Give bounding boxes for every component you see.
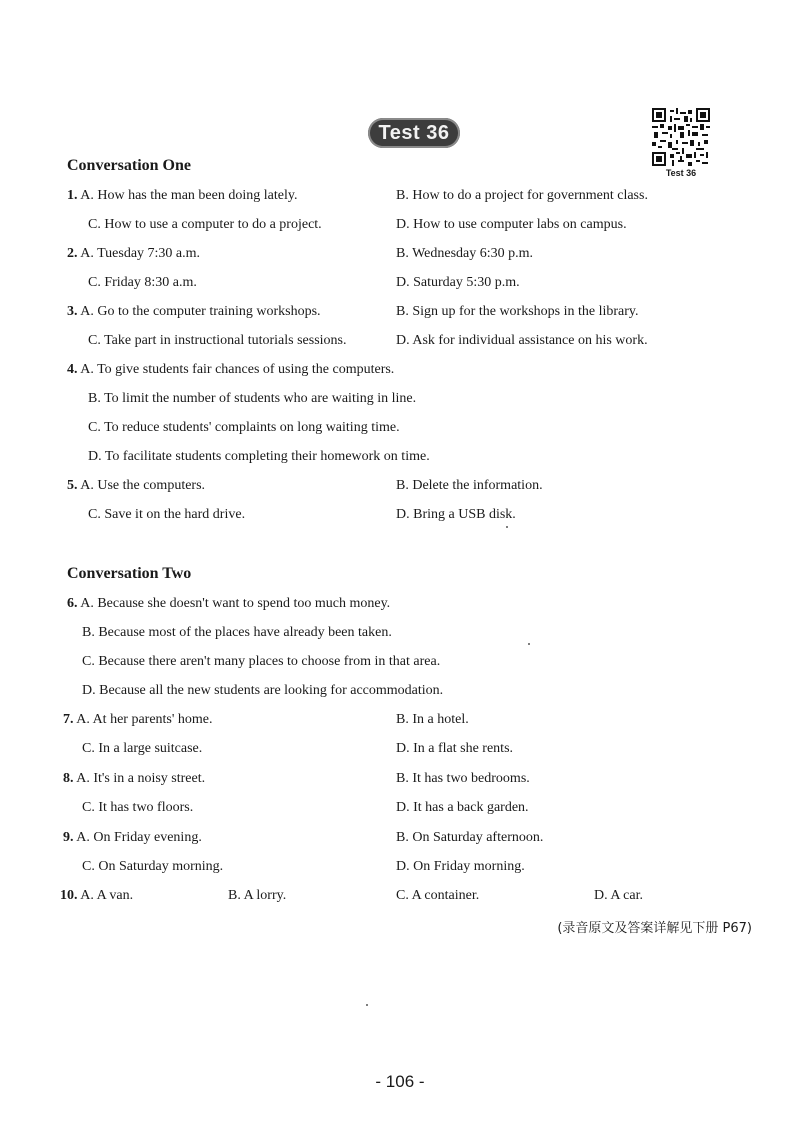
question-number: 5. — [67, 478, 78, 493]
option-c: C. Friday 8:30 a.m. — [88, 275, 197, 290]
section-title: Conversation Two — [67, 565, 192, 582]
option-c: C. Because there aren't many places to choose from in that area. — [82, 654, 441, 669]
option-d: D. A car. — [594, 888, 643, 903]
option-c: C. Save it on the hard drive. — [88, 507, 246, 522]
option-a: A. At her parents' home. — [76, 712, 213, 727]
option-c: C. How to use a computer to do a project. — [88, 217, 322, 232]
option-b: B. On Saturday afternoon. — [396, 830, 544, 845]
question-number: 8. — [63, 771, 74, 786]
option-b: B. To limit the number of students who are waiting in line. — [88, 391, 417, 406]
option-a: A. It's in a noisy street. — [76, 771, 206, 786]
question-4 — [67, 362, 394, 378]
option-b: B. Delete the information. — [396, 478, 543, 493]
question-number: 9. — [63, 830, 74, 845]
option-c: C. In a large suitcase. — [82, 741, 203, 756]
question-number: 4. — [67, 362, 78, 377]
answer-reference-note: (录音原文及答案详解见下册 P67) — [557, 921, 752, 936]
option-c: C. Take part in instructional tutorials sessions. — [88, 333, 347, 348]
question-1 — [67, 188, 297, 204]
question-number: 7. — [63, 712, 74, 727]
option-a: A. Tuesday 7:30 a.m. — [80, 246, 201, 261]
question-6 — [67, 596, 390, 612]
question-10 — [60, 888, 133, 904]
question-7 — [63, 712, 213, 728]
question-3 — [67, 304, 321, 320]
option-a: A. A van. — [80, 888, 134, 903]
scan-speck — [506, 526, 508, 528]
option-b: B. Wednesday 6:30 p.m. — [396, 246, 534, 261]
option-b: B. It has two bedrooms. — [396, 771, 530, 786]
question-5 — [67, 478, 205, 494]
option-a: A. To give students fair chances of using the computers. — [80, 362, 395, 377]
question-number: 3. — [67, 304, 78, 319]
page-number: - 106 - — [375, 1072, 425, 1091]
option-c: C. It has two floors. — [82, 800, 194, 815]
option-c: C. To reduce students' complaints on long waiting time. — [88, 420, 400, 435]
option-d: D. Bring a USB disk. — [396, 507, 516, 522]
option-d: D. Ask for individual assistance on his work. — [396, 333, 648, 348]
question-9 — [63, 830, 202, 846]
qr-caption: Test 36 — [665, 168, 697, 178]
scan-speck — [528, 643, 530, 645]
option-d: D. Because all the new students are looking for accommodation. — [82, 683, 444, 698]
option-d: D. How to use computer labs on campus. — [396, 217, 627, 232]
qr-code-icon — [652, 108, 710, 166]
question-2 — [67, 246, 200, 262]
option-a: A. How has the man been doing lately. — [80, 188, 298, 203]
question-number: 2. — [67, 246, 78, 261]
option-b: B. A lorry. — [228, 888, 287, 903]
option-a: A. Use the computers. — [80, 478, 206, 493]
option-d: D. It has a back garden. — [396, 800, 529, 815]
option-d: D. To facilitate students completing their homework on time. — [88, 449, 430, 464]
question-number: 1. — [67, 188, 78, 203]
option-b: B. In a hotel. — [396, 712, 469, 727]
option-d: D. On Friday morning. — [396, 859, 525, 874]
option-d: D. In a flat she rents. — [396, 741, 514, 756]
option-b: B. How to do a project for government class. — [396, 188, 648, 203]
option-c: C. On Saturday morning. — [82, 859, 224, 874]
question-8 — [63, 771, 205, 787]
option-a: A. Because she doesn't want to spend too much money. — [80, 596, 391, 611]
option-a: A. On Friday evening. — [76, 830, 202, 845]
option-b: B. Because most of the places have already been taken. — [82, 625, 392, 640]
option-c: C. A container. — [396, 888, 480, 903]
question-number: 10. — [60, 888, 78, 903]
option-a: A. Go to the computer training workshops. — [80, 304, 321, 319]
option-b: B. Sign up for the workshops in the library. — [396, 304, 639, 319]
test-badge: Test 36 — [368, 118, 460, 148]
scan-speck — [366, 1004, 368, 1006]
question-number: 6. — [67, 596, 78, 611]
section-title: Conversation One — [67, 157, 191, 174]
option-d: D. Saturday 5:30 p.m. — [396, 275, 520, 290]
